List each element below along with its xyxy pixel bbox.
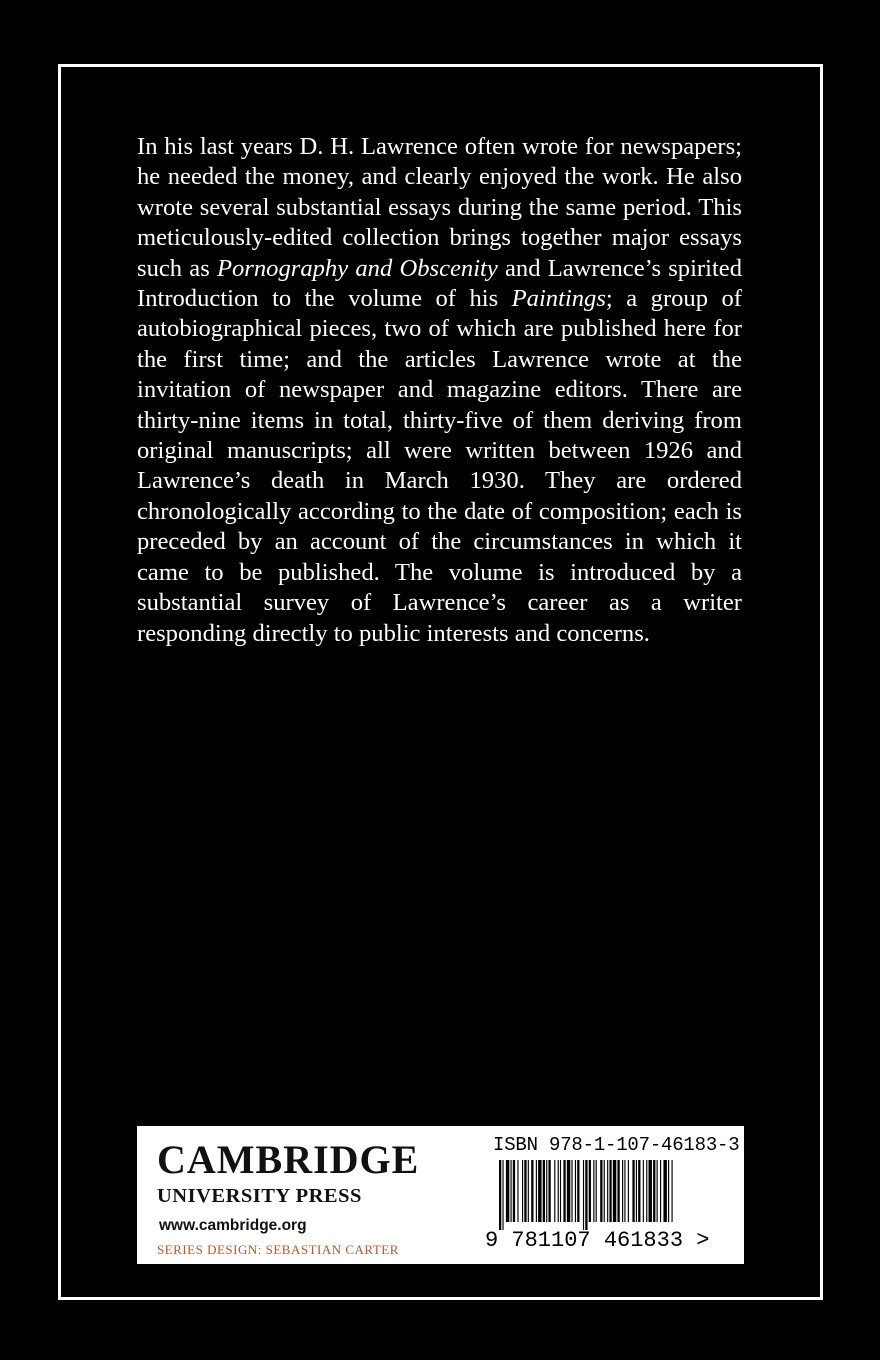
- barcode-bar: [567, 1160, 570, 1222]
- barcode-digits: 9 781107 461833 >: [485, 1228, 710, 1253]
- barcode-bar: [531, 1160, 533, 1222]
- barcode-bar: [575, 1160, 576, 1222]
- barcode-bar: [672, 1160, 673, 1222]
- blurb-text-part-3: ; a group of autobiographical pieces, two of which are published here for the first time; and the articles Lawrence wrote at the invitation of newspaper and magazine editors. There are thirty-nine items in total, thirty-five of them deriving from original manuscripts; all were written between 1926 and Lawrence’s death in March 1930. They are ordered chronologically according to the date of composition; each is preceded by an account of the circumstances in which it came to be published. The volume is introduced by a substantial survey of Lawrence’s career as a writer responding directly to public interests and concerns.: [137, 285, 742, 647]
- barcode-bar: [607, 1160, 608, 1222]
- barcode-bar: [617, 1160, 619, 1222]
- barcode-bar: [589, 1160, 591, 1222]
- barcode-bar: [657, 1160, 658, 1222]
- barcode-bar: [524, 1160, 526, 1222]
- barcode-bar: [502, 1160, 503, 1230]
- barcode-bar: [596, 1160, 597, 1222]
- barcode-bar: [577, 1160, 579, 1222]
- barcode-bar: [560, 1160, 561, 1222]
- blurb-italic-title-2: Paintings: [511, 285, 606, 313]
- isbn-label: ISBN 978-1-107-46183-3: [493, 1134, 740, 1156]
- barcode-bar: [638, 1160, 640, 1222]
- barcode-bar: [660, 1160, 661, 1222]
- barcode-bar: [624, 1160, 625, 1222]
- blurb-italic-title-1: Pornography and Obscenity: [216, 254, 498, 282]
- barcode-bar: [613, 1160, 616, 1222]
- barcode-bar: [622, 1160, 623, 1222]
- publisher-logo: [157, 1137, 420, 1236]
- barcode-bars: [485, 1160, 735, 1230]
- barcode-bar: [593, 1160, 594, 1222]
- barcode-bar: [600, 1160, 602, 1222]
- barcode-bar: [653, 1160, 655, 1222]
- barcode-bar: [649, 1160, 652, 1222]
- publisher-name: CAMBRIDGE: [157, 1137, 420, 1182]
- barcode-bar: [609, 1160, 611, 1222]
- barcode-bar: [536, 1160, 537, 1222]
- blurb-text-part-2: and Lawrence’s spirited Introduction to the volume of his: [137, 254, 743, 313]
- publisher-barcode-panel: [137, 1126, 744, 1264]
- barcode-bar: [668, 1160, 669, 1222]
- barcode-bar: [604, 1160, 605, 1222]
- barcode-bar: [522, 1160, 523, 1222]
- isbn-barcode: [485, 1134, 740, 1260]
- barcode-bar: [548, 1160, 550, 1222]
- barcode-bar: [506, 1160, 509, 1222]
- barcode-bar: [528, 1160, 529, 1222]
- barcode-bar: [517, 1160, 518, 1222]
- barcode-bar: [585, 1160, 587, 1230]
- barcode-bar: [571, 1160, 572, 1222]
- barcode-bar: [513, 1160, 515, 1222]
- series-design-credit: SERIES DESIGN: SEBASTIAN CARTER: [157, 1242, 399, 1257]
- barcode-bar: [643, 1160, 644, 1222]
- barcode-bar: [636, 1160, 637, 1222]
- barcode-bar: [663, 1160, 666, 1222]
- publisher-subtitle: UNIVERSITY PRESS: [157, 1185, 362, 1207]
- barcode-bar: [628, 1160, 629, 1222]
- barcode-bar: [499, 1160, 501, 1230]
- barcode-bar: [583, 1160, 584, 1230]
- barcode-bar: [632, 1160, 634, 1222]
- barcode-bar: [554, 1160, 555, 1222]
- blurb-text-part-1: In his last years D. H. Lawrence often wrote for newspapers; he needed the money, and clearly enjoyed the work. He also wrote several substantial essays during the same period. This meticulously-edited collection brings together major essays such as: [137, 133, 742, 282]
- barcode-bar: [511, 1160, 512, 1222]
- barcode-bar: [543, 1160, 545, 1222]
- barcode-bar: [546, 1160, 547, 1222]
- barcode-bar: [563, 1160, 565, 1222]
- barcode-bar: [538, 1160, 541, 1222]
- barcode-bar: [558, 1160, 559, 1222]
- back-cover-blurb: [137, 132, 742, 649]
- publisher-url: www.cambridge.org: [159, 1217, 307, 1234]
- barcode-bar: [646, 1160, 647, 1222]
